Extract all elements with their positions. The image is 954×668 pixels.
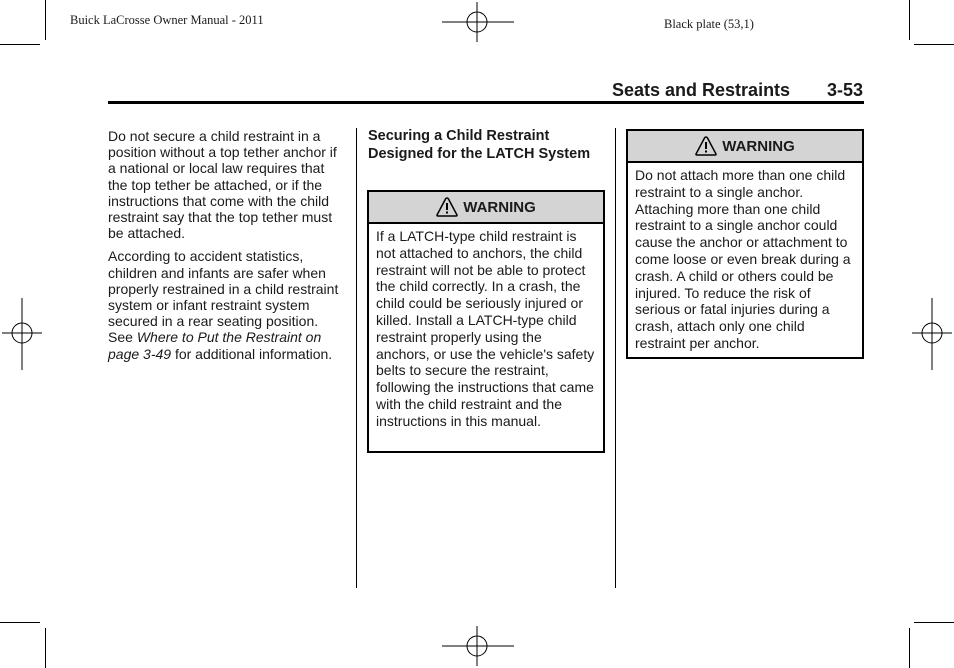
section-heading: Securing a Child Restraint Designed for the LATCH System xyxy=(368,128,591,162)
registration-mark-left xyxy=(2,298,42,370)
header-rule xyxy=(108,101,864,104)
warning-header xyxy=(628,131,862,163)
plate-label: Black plate (53,1) xyxy=(664,17,754,31)
registration-mark-bottom xyxy=(442,626,514,666)
warning-text: Do not attach more than one child restraint to a single anchor. Attaching more than one child restraint to a single anchor could cause the anchor or attachment to come loose or even break during a crash. A child or others could be injured. To reduce the risk of serious or fatal injuries during a crash, attach only one child restraint per anchor. xyxy=(635,167,851,351)
section-title: Seats and Restraints xyxy=(612,80,791,100)
warning-box-latch xyxy=(367,190,605,453)
warning-icon xyxy=(436,197,458,217)
paragraph-top-tether: Do not secure a child restraint in a position without a top tether anchor if a national or local law requires that the top tether be attached, or if the instructions that come with the child restraint say that the top tether must be attached. xyxy=(108,128,337,242)
warning-label: WARNING xyxy=(722,137,795,155)
paragraph-text: According to accident statistics, children and infants are safer when properly restrained in a child restraint system or infant restraint system secured in a rear seating position. See xyxy=(108,248,339,346)
page-number: 3-53 xyxy=(827,80,864,100)
manual-title: Buick LaCrosse Owner Manual - 2011 xyxy=(70,13,264,27)
warning-icon xyxy=(695,136,717,156)
warning-text: If a LATCH-type child restraint is not attached to anchors, the child restraint will not be able to protect the child correctly. In a crash, the child could be seriously injured or killed. Install a LATCH-type child restraint properly using the anchors, or use the vehicle's safety belts to secure the restraint, following the instructions that came with the child restraint and the instructions in this manual. xyxy=(376,228,595,429)
warning-header xyxy=(369,192,603,224)
warning-box-anchor xyxy=(626,129,864,359)
column-divider-2 xyxy=(615,128,616,588)
registration-mark-top xyxy=(442,2,514,42)
column-1 xyxy=(108,128,346,369)
registration-mark-right xyxy=(912,298,952,370)
paragraph-accident-statistics xyxy=(108,248,346,361)
cross-reference-link[interactable]: Where to Put the Restraint on page 3-49 xyxy=(108,329,322,362)
column-divider-1 xyxy=(356,128,357,588)
paragraph-text-end: for additional information. xyxy=(171,345,333,362)
warning-label: WARNING xyxy=(463,198,536,216)
